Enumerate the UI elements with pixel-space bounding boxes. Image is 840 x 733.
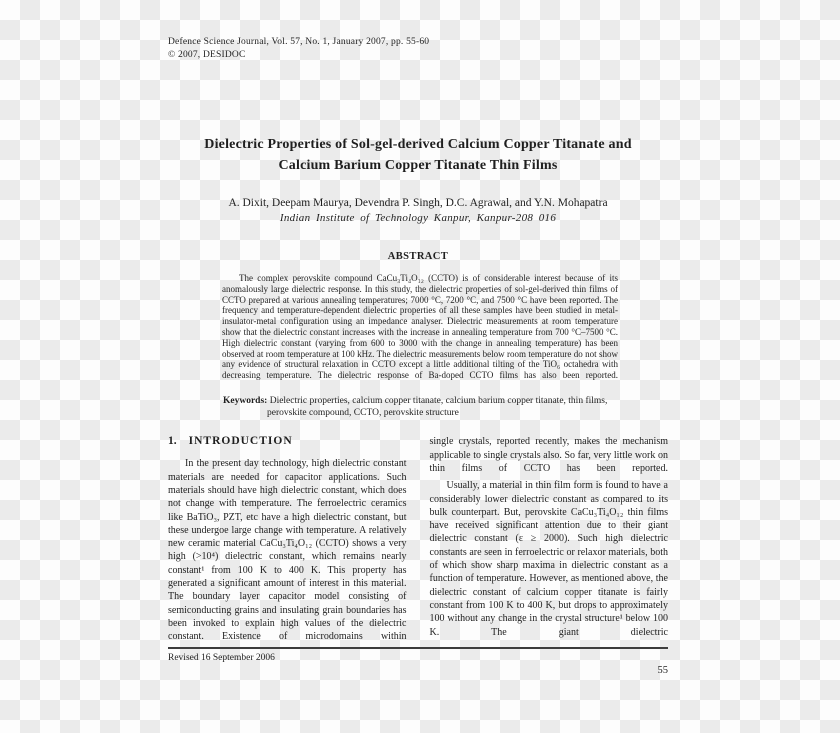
right-paragraph-2: Usually, a material in thin film form is found to have a considerably lower dielectric constant as compared to its bulk counterpart. But, perovskite CaCu₃Ti₄O₁₂ thin films have received significant attention due to their giant dielectric constant (ε ≥ 2000). Such high dielectric constants are seen in ferroelectric or relaxor materials, both of which show sharp maxima in dielectric constant as a function of temperature. However, as mentioned above, the dielectric constant of calcium copper titanate is fairly constant from 100 K to 400 K, but drops to approximately 100 without any change in the crystal structure¹ below 100 K. The giant dielectric xyxy=(429,480,668,638)
keywords-text: Dielectric properties, calcium copper titanate, calcium barium copper titanate, thin films, perovskite compound, CCTO, perovskite structure xyxy=(267,395,608,419)
section-number: 1. xyxy=(168,435,177,448)
footer-rule xyxy=(168,647,668,649)
journal-citation: Defence Science Journal, Vol. 57, No. 1, January 2007, pp. 55-60 xyxy=(168,37,430,47)
journal-copyright: © 2007, DESIDOC xyxy=(168,50,246,60)
paper-title-line1: Dielectric Properties of Sol-gel-derived Calcium Copper Titanate and xyxy=(204,137,632,152)
left-column xyxy=(168,435,407,643)
paper-title xyxy=(168,134,668,176)
paper-title-line2: Calcium Barium Copper Titanate Thin Films xyxy=(278,158,558,173)
section-title: INTRODUCTION xyxy=(188,435,293,448)
paper-page xyxy=(168,0,668,676)
body-columns xyxy=(168,435,668,643)
right-paragraph-1: single crystals, reported recently, makes the mechanism applicable to single crystals also. So far, very little work on thin films of CCTO has been reported. xyxy=(429,436,668,474)
revision-footnote: Revised 16 September 2006 xyxy=(168,652,275,663)
abstract-paragraph: The complex perovskite compound CaCu₃Ti₄O₁₂ (CCTO) is of considerable interest because of its anomalously large dielectric response. In this study, the dielectric properties of sol-gel-derived thin films of CCTO prepared at various annealing temperatures; 7000 °C, 7200 °C, and 7500 °C have been reported. The frequency and temperature-dependent dielectric properties of all these samples have been studied in metal-insulator-metal configuration using an impedance analyser. Dielectric measurements at room temperature show that the dielectric constant increases with the increase in annealing temperature from 700 °C–7500 °C. High dielectric constant (varying from 600 to 3000 with the change in annealing temperature) has been observed at room temperature at 100 kHz. The dielectric measurements below room temperature do not show any evidence of structural relaxation in CCTO except a little additional tilting of the TiO₆ octahedra with decreasing temperature. The dielectric response of Ba-doped CCTO films has also been reported. xyxy=(222,273,618,381)
intro-paragraph-1: In the present day technology, high dielectric constant materials are needed for capacitor applications. Such materials should have high dielectric constant, which does not change with temperature. The ferroelectric ceramics like BaTiO₃, PZT, etc have a high dielectric constant, but these undergoe large change with temperature. A relatively new ceramic material CaCu₃Ti₄O₁₂ (CCTO) shows a very high (>10⁴) dielectric constant, which remains nearly constant¹ from 100 K to 400 K. This property has generated a significant amount of interest in this material. The boundary layer capacitor model consisting of semiconducting grains and insulating grain boundaries has been invoked to explain high values of the dielectric constant. Existence of microdomains within xyxy=(168,458,407,643)
keywords-label: Keywords: xyxy=(223,395,268,406)
authors-line: A. Dixit, Deepam Maurya, Devendra P. Singh, D.C. Agrawal, and Y.N. Mohapatra xyxy=(228,197,608,209)
abstract-heading: ABSTRACT xyxy=(387,251,449,262)
affiliation-line: Indian Institute of Technology Kanpur, Kanpur-208 016 xyxy=(279,212,557,224)
journal-header xyxy=(168,36,668,62)
section-heading-introduction xyxy=(168,435,407,448)
right-column xyxy=(430,435,669,643)
page-number: 55 xyxy=(657,664,668,676)
keywords-block xyxy=(168,395,668,419)
